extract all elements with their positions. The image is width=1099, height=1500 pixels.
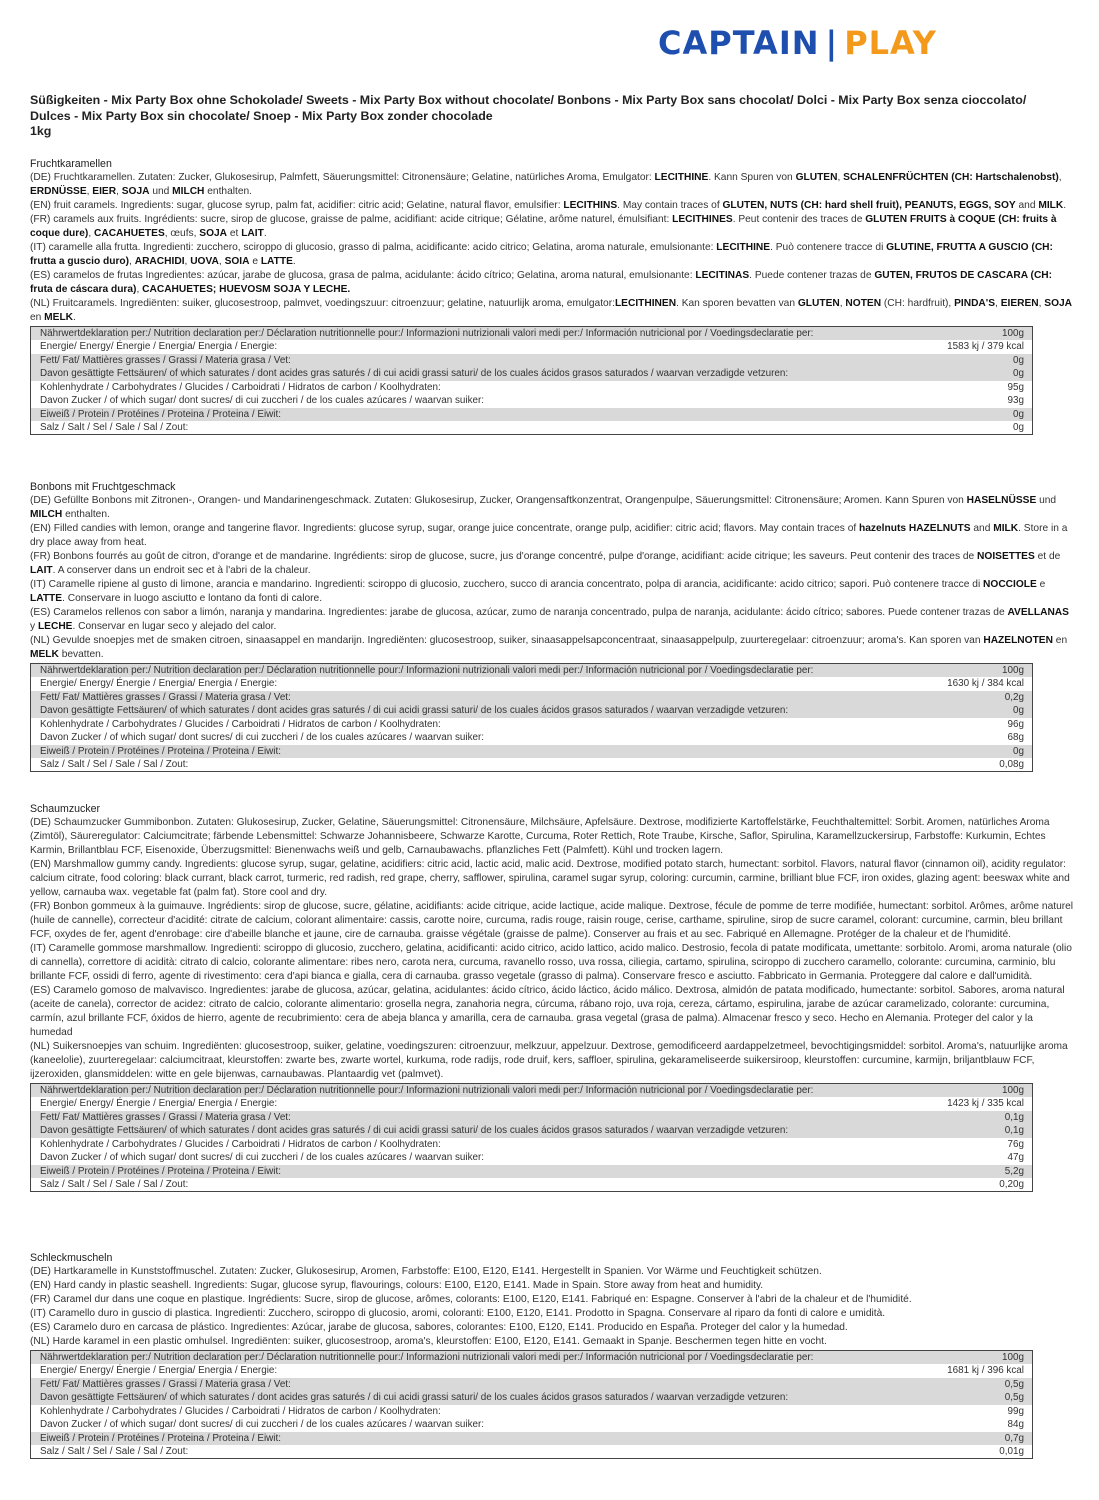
- nutrition-row-protein: [31, 745, 1033, 759]
- nutrition-label: Davon Zucker / of which sugar/ dont sucres/ di cui zuccheri / de los cuales azúcares / waarvan suiker:: [31, 1151, 926, 1165]
- nutrition-label: Davon Zucker / of which sugar/ dont sucres/ di cui zuccheri / de los cuales azúcares / waarvan suiker:: [31, 1418, 926, 1432]
- nutrition-label: Energie/ Energy/ Énergie / Energia/ Energia / Energie:: [31, 1097, 926, 1111]
- nutrition-value: 1630 kj / 384 kcal: [926, 677, 1033, 691]
- product-section: [30, 480, 1075, 772]
- product-weight: 1kg: [30, 124, 52, 138]
- nutrition-row-header: [31, 1351, 1033, 1365]
- nutrition-value: 0,2g: [926, 691, 1033, 705]
- ingredients-paragraph: (NL) Suikersnoepjes van schuim. Ingrediënten: glucosestroop, suiker, gelatine, voedingszuren: citroenzuur, melkzuur, appelzuur. Dextrose, gemodificeerd aardappelzetmeel, bevochtigingsmiddel: sorbitol. Aroma's, natuurlijke aroma (kaneelolie), zuurteregelaar: calciumcitraat, kleurstoffen: zwarte bes, zwarte wortel, kurkuma, rode radijs, rode druif, kers, saffloer, spirulina, gekarameliseerde suikersiroop, kleurstoffen: curcumine, karmijn, briljantblauw FCF, ijzeroxiden, glansmiddelen: witte en gele bijenwas, carnaubawas. Plantaardig vet (palmvet).: [30, 1041, 1068, 1080]
- nutrition-row-header: [31, 1084, 1033, 1098]
- nutrition-label: Fett/ Fat/ Mattières grasses / Grassi / Materia grasa / Vet:: [31, 1111, 926, 1125]
- ingredients-paragraph: (EN) Marshmallow gummy candy. Ingredients: glucose syrup, sugar, gelatine, acidifiers: citric acid, lactic acid, malic acid. Dextrose, modified potato starch, humectant: sorbitol. Flavors, natural flavor (cinnamon oil), acidity regulator: calcium citrate, food coloring: black currant, black carrot, turmeric, red radish, red grape, cherry, safflower, spirulina, caramel sugar syrup, coloring: curcumin, carmine, brilliant blue FCF, iron oxides, glazing agent: beeswax white and yellow, carnauba wax. vegetable fat (palm fat). Store cool and dry.: [30, 859, 1070, 898]
- nutrition-row-saturates: [31, 1391, 1033, 1405]
- nutrition-row-carbs: [31, 381, 1033, 395]
- ingredients-paragraph: (FR) Bonbons fourrés au goût de citron, d'orange et de mandarine. Ingrédients: sirop de glucose, sucre, jus d'orange concentré, pulpe d'orange, acidifiant: acide citrique; les saveurs. Peut contenir des traces de NOISETTES et de LAIT. A conserver dans un endroit sec et à l'abri de la chaleur.: [30, 551, 1061, 576]
- nutrition-row-carbs: [31, 1138, 1033, 1152]
- nutrition-row-carbs: [31, 1405, 1033, 1419]
- ingredients-paragraph: (FR) caramels aux fruits. Ingrédients: sucre, sirop de glucose, graisse de palme, acidifiant: acide citrique; Gélatine, arôme naturel, émulsifiant: LECITHINES. Peut contenir des traces de GLUTEN FRUITS à COQUE (CH: fruits à coque dure), CACAHUETES, œufs, SOJA et LAIT.: [30, 214, 1057, 239]
- nutrition-label: Davon Zucker / of which sugar/ dont sucres/ di cui zuccheri / de los cuales azúcares / waarvan suiker:: [31, 394, 926, 408]
- nutrition-label: Salz / Salt / Sel / Sale / Sal / Zout:: [31, 1178, 926, 1192]
- nutrition-value: 0g: [926, 367, 1033, 381]
- nutrition-value: 100g: [926, 1084, 1033, 1098]
- product-section: [30, 1251, 1075, 1459]
- nutrition-label: Davon Zucker / of which sugar/ dont sucres/ di cui zuccheri / de los cuales azúcares / waarvan suiker:: [31, 731, 926, 745]
- nutrition-label: Nährwertdeklaration per:/ Nutrition declaration per:/ Déclaration nutritionnelle pour:/ Informazioni nutrizionali valori medi per:/ Información nutricional por / Voedingsdeclaratie per:: [31, 664, 926, 678]
- ingredients-paragraph: (ES) Caramelo gomoso de malvavisco. Ingredientes: jarabe de glucosa, azúcar, gelatina, acidulantes: ácido cítrico, ácido láctico, ácido málico. Dextrosa, almidón de patata modificado, humectante: sorbitol. Sabores, aroma natural (aceite de canela), corrector de acidez: citrato de calcio, colorante alimentario: grosella negra, zanahoria negra, cúrcuma, rábano rojo, uva roja, cereza, cártamo, espirulina, jarabe de azúcar caramelizado, colorante: curcumina, carmín, azul brillante FCF, óxidos de hierro, agente de recubrimiento: cera de abeja blanca y amarilla, cera de carnauba. grasa vegetal (grasa de palma). Almacenar fresco y seco. Hecho en Alemania. Proteger del calor y la humedad: [30, 985, 1065, 1038]
- nutrition-value: 68g: [926, 731, 1033, 745]
- nutrition-label: Salz / Salt / Sel / Sale / Sal / Zout:: [31, 1445, 926, 1459]
- section-title: Schaumzucker: [30, 803, 101, 815]
- ingredients-paragraph: (IT) Caramelle ripiene al gusto di limone, arancia e mandarino. Ingredienti: sciroppo di glucosio, zucchero, succo di arancia concentrato, polpa di arancia, acidificante: acido citrico; sapori. Può contenere tracce di NOCCIOLE e LATTE. Conservare in luogo asciutto e lontano da fonti di calore.: [30, 579, 1046, 604]
- nutrition-row-salt: [31, 421, 1033, 435]
- nutrition-row-fat: [31, 1378, 1033, 1392]
- nutrition-value: 0,1g: [926, 1111, 1033, 1125]
- nutrition-row-saturates: [31, 1124, 1033, 1138]
- nutrition-value: 0g: [926, 704, 1033, 718]
- nutrition-label: Kohlenhydrate / Carbohydrates / Glucides / Carboidrati / Hidratos de carbon / Koolhydraten:: [31, 1405, 926, 1419]
- nutrition-label: Davon gesättigte Fettsäuren/ of which saturates / dont acides gras saturés / di cui acidi grassi saturi/ de los cuales ácidos grasos saturados / waarvan verzadigde vetzuren:: [31, 1124, 926, 1138]
- nutrition-table: [30, 1083, 1033, 1192]
- nutrition-value: 5,2g: [926, 1165, 1033, 1179]
- ingredients-paragraph: (IT) caramelle alla frutta. Ingredienti: zucchero, sciroppo di glucosio, grasso di palma, acidificante: acido citrico; Gelatina, aroma naturale, emulsionante: LECITHINE. Può contenere tracce di GLUTINE, FRUTTA A GUSCIO (CH: frutta a guscio duro), ARACHIDI, UOVA, SOIA e LATTE.: [30, 242, 1053, 267]
- nutrition-label: Energie/ Energy/ Énergie / Energia/ Energia / Energie:: [31, 340, 926, 354]
- nutrition-label: Davon gesättigte Fettsäuren/ of which saturates / dont acides gras saturés / di cui acidi grassi saturi/ de los cuales ácidos grasos saturados / waarvan verzadigde vetzuren:: [31, 704, 926, 718]
- nutrition-row-saturates: [31, 367, 1033, 381]
- nutrition-table: [30, 663, 1033, 772]
- nutrition-row-sugar: [31, 731, 1033, 745]
- ingredients-paragraph: (EN) Hard candy in plastic seashell. Ingredients: Sugar, glucose syrup, flavourings, colours: E100, E120, E141. Made in Spain. Store away from heat and humidity.: [30, 1280, 764, 1291]
- nutrition-row-header: [31, 664, 1033, 678]
- nutrition-row-fat: [31, 354, 1033, 368]
- product-title: Süßigkeiten - Mix Party Box ohne Schokolade/ Sweets - Mix Party Box without chocolate/ Bonbons - Mix Party Box sans chocolat/ Dolci - Mix Party Box senza cioccolato/ Dulces - Mix Party Box sin chocolate/ Snoep - Mix Party Box zonder chocolade: [30, 93, 1027, 123]
- nutrition-value: 93g: [926, 394, 1033, 408]
- nutrition-row-sugar: [31, 1418, 1033, 1432]
- ingredients-paragraph: (DE) Gefüllte Bonbons mit Zitronen-, Orangen- und Mandarinengeschmack. Zutaten: Glukosesirup, Zucker, Orangensaftkonzentrat, Orangenpulpe, Säuerungsmittel: Citronensäure; Aromen. Kann Spuren von HASELNÜSSE und MILCH enthalten.: [30, 495, 1057, 520]
- nutrition-row-protein: [31, 408, 1033, 422]
- nutrition-row-fat: [31, 1111, 1033, 1125]
- nutrition-value: 0,5g: [926, 1391, 1033, 1405]
- nutrition-value: 0g: [926, 408, 1033, 422]
- nutrition-value: 0,7g: [926, 1432, 1033, 1446]
- ingredients-paragraph: (IT) Caramelle gommose marshmallow. Ingredienti: sciroppo di glucosio, zucchero, gelatina, acidificanti: acido citrico, acido lattico, acido malico. Destrosio, fecola di patate modificata, umettante: sorbitolo. Aromi, aroma naturale (olio di cannella), correttore di acidità: citrato di calcio, colorante alimentare: ribes nero, carota nera, curcuma, ravanello rosso, uva rossa, ciliegia, cartamo, spirulina, sciroppo di zucchero caramello, colorante: curcumina, carminio, blu brillante FCF, ossidi di ferro, agente di rivestimento: cera d'api bianca e gialla, cera di carnauba. grasso vegetale (grasso di palma). Conservare fresco e asciutto. Fabbricato in Germania. Proteggere dal calore e dall'umidità.: [30, 943, 1072, 982]
- nutrition-value: 96g: [926, 718, 1033, 732]
- section-title: Schleckmuscheln: [30, 1252, 113, 1264]
- nutrition-row-carbs: [31, 718, 1033, 732]
- nutrition-label: Nährwertdeklaration per:/ Nutrition declaration per:/ Déclaration nutritionnelle pour:/ Informazioni nutrizionali valori medi per:/ Información nutricional por / Voedingsdeclaratie per:: [31, 327, 926, 341]
- nutrition-value: 95g: [926, 381, 1033, 395]
- ingredients-paragraph: (DE) Fruchtkaramellen. Zutaten: Zucker, Glukosesirup, Palmfett, Säuerungsmittel: Citronensäure; Gelatine, natürliches Aroma, Emulgator: LECITHINE. Kann Spuren von GLUTEN, SCHALENFRÜCHTEN (CH: Hartschalenobst), ERDNÜSSE, EIER, SOJA und MILCH enthalten.: [30, 172, 1062, 197]
- nutrition-row-protein: [31, 1165, 1033, 1179]
- ingredients-paragraph: (NL) Gevulde snoepjes met de smaken citroen, sinaasappel en mandarijn. Ingrediënten: glucosestroop, suiker, sinaasappelsapconcentraat, sinaasappelpulp, zuurteregelaar: citroenzuur; aroma's. Kan sporen van HAZELNOTEN en MELK bevatten.: [30, 635, 1068, 660]
- nutrition-value: 0g: [926, 745, 1033, 759]
- nutrition-value: 100g: [926, 327, 1033, 341]
- nutrition-value: 1423 kj / 335 kcal: [926, 1097, 1033, 1111]
- nutrition-row-sugar: [31, 1151, 1033, 1165]
- nutrition-value: 1583 kj / 379 kcal: [926, 340, 1033, 354]
- ingredients-paragraph: (IT) Caramello duro in guscio di plastica. Ingredienti: Zucchero, sciroppo di glucosio, aromi, coloranti: E100, E120, E141. Prodotto in Spagna. Conservare al riparo da fonti di calore e umidità.: [30, 1308, 886, 1319]
- nutrition-label: Fett/ Fat/ Mattières grasses / Grassi / Materia grasa / Vet:: [31, 1378, 926, 1392]
- nutrition-value: 0,1g: [926, 1124, 1033, 1138]
- nutrition-value: 0g: [926, 354, 1033, 368]
- section-title: Fruchtkaramellen: [30, 158, 112, 170]
- nutrition-label: Salz / Salt / Sel / Sale / Sal / Zout:: [31, 758, 926, 772]
- logo-captain: CAPTAIN: [658, 24, 820, 62]
- nutrition-row-salt: [31, 1445, 1033, 1459]
- nutrition-label: Eiweiß / Protein / Protéines / Proteina / Proteina / Eiwit:: [31, 745, 926, 759]
- nutrition-row-saturates: [31, 704, 1033, 718]
- nutrition-row-energy: [31, 1364, 1033, 1378]
- product-section: [30, 802, 1075, 1192]
- ingredients-paragraph: (EN) fruit caramels. Ingredients: sugar, glucose syrup, palm fat, acidifier: citric acid; Gelatine, natural flavor, emulsifier: LECITHINS. May contain traces of GLUTEN, NUTS (CH: hard shell fruit), PEANUTS, EGGS, SOY and MILK.: [30, 200, 1067, 211]
- ingredients-paragraph: (ES) Caramelo duro en carcasa de plástico. Ingredientes: Azúcar, jarabe de glucosa, sabores, colorantes: E100, E120, E141. Producido en España. Proteger del calor y la humedad.: [30, 1322, 848, 1333]
- nutrition-label: Salz / Salt / Sel / Sale / Sal / Zout:: [31, 421, 926, 435]
- nutrition-value: 0,01g: [926, 1445, 1033, 1459]
- ingredients-paragraph: (DE) Schaumzucker Gummibonbon. Zutaten: Glukosesirup, Zucker, Gelatine, Säuerungsmittel: Citronensäure, Milchsäure, Apfelsäure. Dextrose, modifizierte Kartoffelstärke, Feuchthaltemittel: Sorbit. Aromen, natürliches Aroma (Zimtöl), Säureregulator: Calciumcitrate; färbende Lebensmittel: Schwarze Johannisbeere, Schwarze Karotte, Curcuma, Roter Rettich, Rote Traube, Kirsche, Saflor, Spirulina, Karamellzuckersirup, Farbstoffe: Kurkumin, Echtes Karmin, Brillantblau FCF, Eisenoxide, Überzugsmittel: Bienenwachs weiß und gelb, Carnaubawachs. pflanzliches Fett (Palmfett). Kühl und trocken lagern.: [30, 817, 1050, 856]
- nutrition-value: 0,08g: [926, 758, 1033, 772]
- ingredients-paragraph: (NL) Fruitcaramels. Ingrediënten: suiker, glucosestroop, palmvet, voedingszuur: citroenzuur; gelatine, natuurlijk aroma, emulgator:LECITHINEN. Kan sporen bevatten van GLUTEN, NOTEN (CH: hardfruit), PINDA'S, EIEREN, SOJA en MELK.: [30, 298, 1073, 323]
- nutrition-value: 0,5g: [926, 1378, 1033, 1392]
- nutrition-row-salt: [31, 1178, 1033, 1192]
- nutrition-value: 0g: [926, 421, 1033, 435]
- nutrition-value: 100g: [926, 664, 1033, 678]
- nutrition-label: Eiweiß / Protein / Protéines / Proteina / Proteina / Eiwit:: [31, 1165, 926, 1179]
- nutrition-label: Nährwertdeklaration per:/ Nutrition declaration per:/ Déclaration nutritionnelle pour:/ Informazioni nutrizionali valori medi per:/ Información nutricional por / Voedingsdeclaratie per:: [31, 1084, 926, 1098]
- nutrition-label: Davon gesättigte Fettsäuren/ of which saturates / dont acides gras saturés / di cui acidi grassi saturi/ de los cuales ácidos grasos saturados / waarvan verzadigde vetzuren:: [31, 367, 926, 381]
- nutrition-label: Eiweiß / Protein / Protéines / Proteina / Proteina / Eiwit:: [31, 408, 926, 422]
- nutrition-value: 84g: [926, 1418, 1033, 1432]
- nutrition-row-energy: [31, 1097, 1033, 1111]
- nutrition-table: [30, 1350, 1033, 1459]
- nutrition-row-fat: [31, 691, 1033, 705]
- nutrition-label: Energie/ Energy/ Énergie / Energia/ Energia / Energie:: [31, 677, 926, 691]
- section-title: Bonbons mit Fruchtgeschmack: [30, 481, 176, 493]
- ingredients-paragraph: (DE) Hartkaramelle in Kunststoffmuschel. Zutaten: Zucker, Glukosesirup, Aromen, Farbstoffe: E100, E120, E141. Hergestellt in Spanien. Vor Wärme und Feuchtigkeit schützen.: [30, 1266, 822, 1277]
- nutrition-label: Davon gesättigte Fettsäuren/ of which saturates / dont acides gras saturés / di cui acidi grassi saturi/ de los cuales ácidos grasos saturados / waarvan verzadigde vetzuren:: [31, 1391, 926, 1405]
- nutrition-row-salt: [31, 758, 1033, 772]
- nutrition-value: 76g: [926, 1138, 1033, 1152]
- ingredients-paragraph: (ES) caramelos de frutas Ingredientes: azúcar, jarabe de glucosa, grasa de palma, acidulante: ácido cítrico; Gelatina, aroma natural, emulsionante: LECITINAS. Puede contener trazas de GUTEN, FRUTOS DE CASCARA (CH: fruta de cáscara dura), CACAHUETES; HUEVOSM SOJA Y LECHE.: [30, 270, 1053, 295]
- logo-play: PLAY: [844, 24, 937, 62]
- product-section: [30, 157, 1075, 435]
- nutrition-value: 0,20g: [926, 1178, 1033, 1192]
- nutrition-label: Fett/ Fat/ Mattières grasses / Grassi / Materia grasa / Vet:: [31, 354, 926, 368]
- logo-separator: |: [825, 24, 839, 62]
- nutrition-label: Nährwertdeklaration per:/ Nutrition declaration per:/ Déclaration nutritionnelle pour:/ Informazioni nutrizionali valori medi per:/ Información nutricional por / Voedingsdeclaratie per:: [31, 1351, 926, 1365]
- ingredients-paragraph: (NL) Harde karamel in een plastic omhulsel. Ingrediënten: suiker, glucosestroop, aroma's, kleurstoffen: E100, E120, E141. Gemaakt in Spanje. Beschermen tegen hitte en vocht.: [30, 1336, 827, 1347]
- nutrition-value: 99g: [926, 1405, 1033, 1419]
- nutrition-row-sugar: [31, 394, 1033, 408]
- nutrition-label: Kohlenhydrate / Carbohydrates / Glucides / Carboidrati / Hidratos de carbon / Koolhydraten:: [31, 381, 926, 395]
- nutrition-row-protein: [31, 1432, 1033, 1446]
- nutrition-label: Kohlenhydrate / Carbohydrates / Glucides / Carboidrati / Hidratos de carbon / Koolhydraten:: [31, 718, 926, 732]
- nutrition-table: [30, 326, 1033, 435]
- nutrition-row-header: [31, 327, 1033, 341]
- nutrition-value: 1681 kj / 396 kcal: [926, 1364, 1033, 1378]
- brand-logo: [658, 24, 937, 62]
- nutrition-value: 100g: [926, 1351, 1033, 1365]
- ingredients-paragraph: (FR) Bonbon gommeux à la guimauve. Ingrédients: sirop de glucose, sucre, gélatine, acidifiants: acide citrique, acide lactique, acide malique. Dextrose, fécule de pomme de terre modifiée, humectant: sorbitol. Arômes, arôme naturel (huile de cannelle), correcteur d'acidité: citrate de calcium, colorant alimentaire: cassis, carotte noire, curcuma, radis rouge, raisin rouge, cerise, carthame, spiruline, sirop de sucre caramel, colorant: curcumine, carmin, bleu brillant FCF, oxydes de fer, agent d'enrobage: cire d'abeille blanche et jaune, cire de carnauba. graisse végétale (graisse de palme). Conserver au frais et au sec. Fabriqué en Allemagne. Protéger de la chaleur et de l'humidité.: [30, 901, 1074, 940]
- nutrition-label: Kohlenhydrate / Carbohydrates / Glucides / Carboidrati / Hidratos de carbon / Koolhydraten:: [31, 1138, 926, 1152]
- document-title: [30, 93, 1070, 140]
- ingredients-paragraph: (ES) Caramelos rellenos con sabor a limón, naranja y mandarina. Ingredientes: jarabe de glucosa, azúcar, zumo de naranja concentrado, pulpa de naranja, acidulante: ácido cítrico; sabores. Puede contener trazas de AVELLANAS y LECHE. Conservar en lugar seco y alejado del calor.: [30, 607, 1069, 632]
- ingredients-paragraph: (EN) Filled candies with lemon, orange and tangerine flavor. Ingredients: glucose syrup, sugar, orange juice concentrate, orange pulp, acidifier: citric acid; flavors. May contain traces of hazelnuts HAZELNUTS and MILK. Store in a dry place away from heat.: [30, 523, 1068, 548]
- nutrition-row-energy: [31, 340, 1033, 354]
- nutrition-value: 47g: [926, 1151, 1033, 1165]
- nutrition-label: Eiweiß / Protein / Protéines / Proteina / Proteina / Eiwit:: [31, 1432, 926, 1446]
- nutrition-row-energy: [31, 677, 1033, 691]
- nutrition-label: Fett/ Fat/ Mattières grasses / Grassi / Materia grasa / Vet:: [31, 691, 926, 705]
- nutrition-label: Energie/ Energy/ Énergie / Energia/ Energia / Energie:: [31, 1364, 926, 1378]
- ingredients-paragraph: (FR) Caramel dur dans une coque en plastique. Ingrédients: Sucre, sirop de glucose, arômes, colorants: E100, E120, E141. Fabriqué en: Espagne. Conserver à l'abri de la chaleur et de l'humidité.: [30, 1294, 912, 1305]
